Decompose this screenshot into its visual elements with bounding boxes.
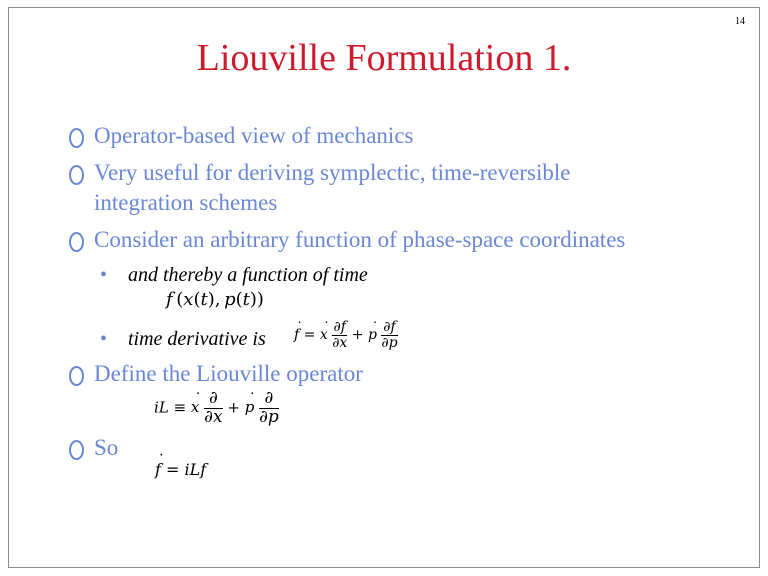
dot-bullet-icon: • [100, 328, 108, 350]
equation-liouville-operator: iL ≡ ˙ x $\frac{\partial}{\partial x}$ + ˙ p $\frac{\partial}{\partial p}$ [154, 390, 279, 427]
subbullet-text: and thereby a function of time [128, 264, 368, 286]
subbullet-text: time derivative is [128, 328, 266, 350]
equation-result: ˙ f = iLf [155, 460, 206, 479]
slide-title: Liouville Formulation 1. [196, 37, 572, 79]
dot-bullet-icon: • [100, 264, 108, 286]
bullet-text: Define the Liouville operator [94, 361, 363, 386]
equation-time-derivative: ˙ f = ˙ x $\frac{\partial f}{\partial x}$ + ˙ p $\frac{\partial f}{\partial p}$ [294, 320, 398, 350]
bullet-text: So [94, 435, 119, 460]
equation-f-of-t: f (x(t), p(t)) [166, 289, 264, 310]
bullet-text-line2: integration schemes [94, 190, 278, 215]
bullet-text-line1: Very useful for deriving symplectic, time-reversible [94, 160, 571, 185]
bullet-text: Operator-based view of mechanics [94, 123, 414, 148]
slide-frame [8, 7, 760, 568]
page-number: 14 [735, 16, 745, 27]
bullet-text: Consider an arbitrary function of phase-space coordinates [94, 227, 626, 252]
